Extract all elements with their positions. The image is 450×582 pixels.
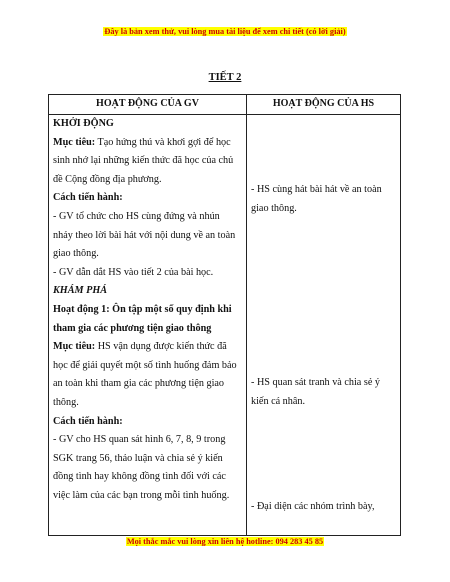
explore-method-label: Cách tiến hành:	[53, 415, 123, 427]
warmup-method-label: Cách tiến hành:	[53, 192, 123, 204]
activity-1-title: Hoạt động 1: Ôn tập một số quy định khi tham gia các phương tiện giao thông	[53, 303, 232, 334]
teacher-column-header: HOẠT ĐỘNG CỦA GV	[49, 95, 247, 115]
explore-step-1: - GV cho HS quan sát hình 6, 7, 8, 9 trong SGK trang 56, thảo luận và chia sẻ ý kiến đồng tình hay không đồng tình đối với các việc làm của các bạn trong mỗi tình huống.	[53, 434, 230, 501]
warmup-goal	[53, 134, 242, 190]
student-activities-cell	[247, 115, 401, 536]
explore-heading: KHÁM PHÁ	[53, 285, 108, 297]
explore-goal	[53, 338, 242, 412]
student-item-3: - Đại diện các nhóm trình bày,	[251, 501, 375, 512]
hotline-banner	[0, 537, 450, 546]
student-item-1: - HS cùng hát bài hát về an toàn giao thông.	[251, 184, 382, 214]
table-row	[49, 115, 401, 536]
warmup-goal-label: Mục tiêu:	[53, 136, 96, 148]
lesson-title: TIẾT 2	[208, 72, 242, 83]
warmup-step-1: - GV tổ chức cho HS cùng đứng và nhún nhảy theo lời bài hát với nội dung về an toàn giao thông.	[53, 210, 236, 260]
table-header-row	[49, 95, 401, 115]
warmup-step-2: - GV dẫn dắt HS vào tiết 2 của bài học.	[53, 266, 214, 278]
explore-goal-label: Mục tiêu:	[53, 341, 96, 353]
explore-goal-text: HS vận dụng được kiến thức đã học để giải quyết một số tình huống đảm bảo an toàn khi tham gia các phương tiện giao thông.	[53, 341, 237, 408]
teacher-activities-cell	[49, 115, 247, 536]
warmup-goal-text: Tạo hứng thú và khơi gợi để học sinh nhớ lại những kiến thức đã học của chủ đề Cộng đồng địa phương.	[53, 136, 234, 185]
preview-notice-text: Đây là bản xem thử, vui lòng mua tài liệu để xem chi tiết (có lời giải)	[104, 27, 346, 36]
student-item-2: - HS quan sát tranh và chia sẻ ý kiến cá nhân.	[251, 377, 381, 407]
preview-notice-banner	[0, 27, 450, 36]
student-column-header: HOẠT ĐỘNG CỦA HS	[247, 95, 401, 115]
warmup-heading: KHỞI ĐỘNG	[53, 118, 114, 129]
activity-table	[48, 94, 401, 536]
hotline-text: Mọi thắc mắc vui lòng xin liên hệ hotline: 094 283 45 85	[126, 537, 324, 546]
